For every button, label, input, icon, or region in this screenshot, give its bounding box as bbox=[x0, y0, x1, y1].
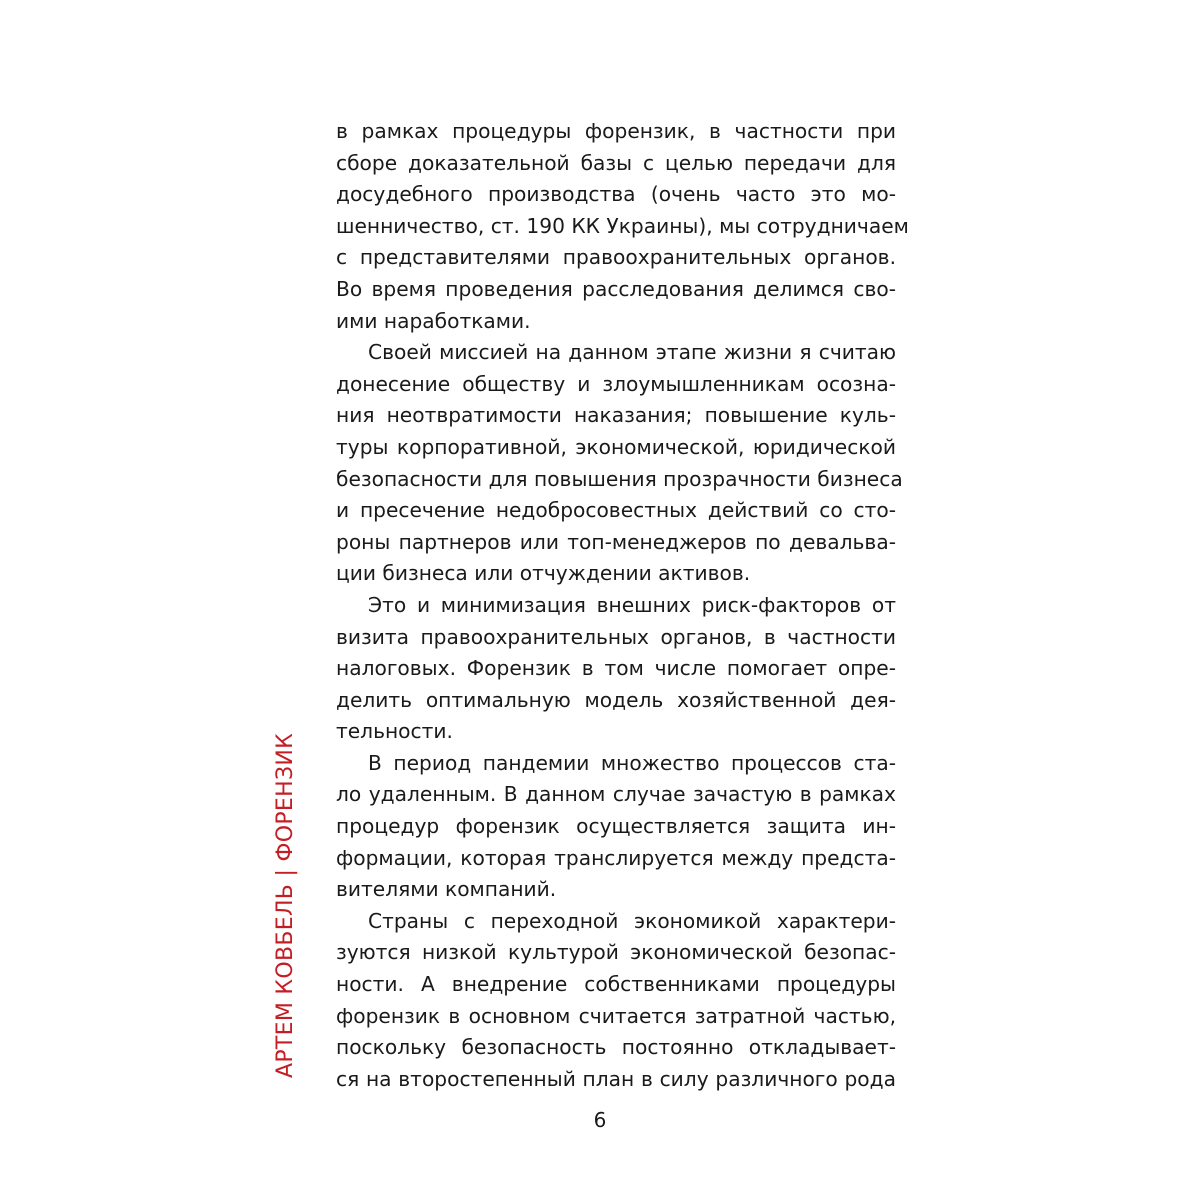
text-line: роны партнеров или топ-менеджеров по девальва- bbox=[336, 529, 896, 554]
author-name: АРТЕМ КОВБЕЛЬ bbox=[273, 883, 298, 1078]
text-line: сборе доказательной базы с целью передачи для bbox=[336, 150, 896, 175]
text-line: ния неотвратимости наказания; повышение куль- bbox=[336, 403, 896, 428]
paragraph-first-line: Своей миссией на данном этапе жизни я считаю bbox=[368, 340, 896, 365]
text-line: ности. А внедрение собственниками процедуры bbox=[336, 972, 896, 997]
text-line: в рамках процедуры форензик, в частности при bbox=[336, 119, 896, 143]
text-line: ло удаленным. В данном случае зачастую в рамках bbox=[336, 782, 896, 807]
text-line: процедур форензик осуществляется защита ин- bbox=[336, 814, 896, 839]
text-line: поскольку безопасность постоянно откладывает- bbox=[336, 1035, 896, 1060]
text-line: ими наработками. bbox=[336, 308, 531, 333]
text-line: зуются низкой культурой экономической безопас- bbox=[336, 940, 896, 965]
text-line: вителями компаний. bbox=[336, 877, 557, 902]
text-line: шенничество, ст. 190 КК Украины), мы сотрудничаем bbox=[336, 213, 909, 238]
text-line: формации, которая транслируется между предста- bbox=[336, 845, 896, 870]
text-line: с представителями правоохранительных органов. bbox=[336, 245, 896, 270]
text-line: безопасности для повышения прозрачности бизнеса bbox=[336, 466, 903, 491]
header-separator: | bbox=[273, 868, 298, 877]
text-line: ции бизнеса или отчуждении активов. bbox=[336, 561, 751, 586]
text-line: визита правоохранительных органов, в частности bbox=[336, 624, 896, 649]
text-line: тельности. bbox=[336, 719, 453, 744]
text-line: налоговых. Форензик в том числе помогает опре- bbox=[336, 656, 896, 681]
text-line: и пресечение недобросовестных действий со сто- bbox=[336, 498, 896, 523]
book-title: ФОРЕНЗИК bbox=[273, 732, 298, 862]
paragraph-first-line: В период пандемии множество процессов ста- bbox=[368, 750, 896, 775]
paragraph-first-line: Это и минимизация внешних риск-факторов от bbox=[368, 592, 896, 617]
body-text bbox=[336, 116, 909, 1095]
text-line: туры корпоративной, экономической, юридической bbox=[336, 434, 896, 459]
page-number: 6 bbox=[593, 1108, 607, 1132]
text-line: донесение обществу и злоумышленникам осозна- bbox=[336, 371, 896, 396]
text-line: форензик в основном считается затратной частью, bbox=[336, 1003, 896, 1028]
text-line: ся на второстепенный план в силу различного рода bbox=[336, 1066, 896, 1091]
text-line: делить оптимальную модель хозяйственной дея- bbox=[336, 687, 896, 712]
running-header-vertical bbox=[271, 733, 301, 1078]
text-line: досудебного производства (очень часто это мо- bbox=[336, 182, 896, 207]
text-line: Во время проведения расследования делимся сво- bbox=[336, 276, 896, 301]
paragraph-first-line: Страны с переходной экономикой характери- bbox=[368, 908, 896, 933]
